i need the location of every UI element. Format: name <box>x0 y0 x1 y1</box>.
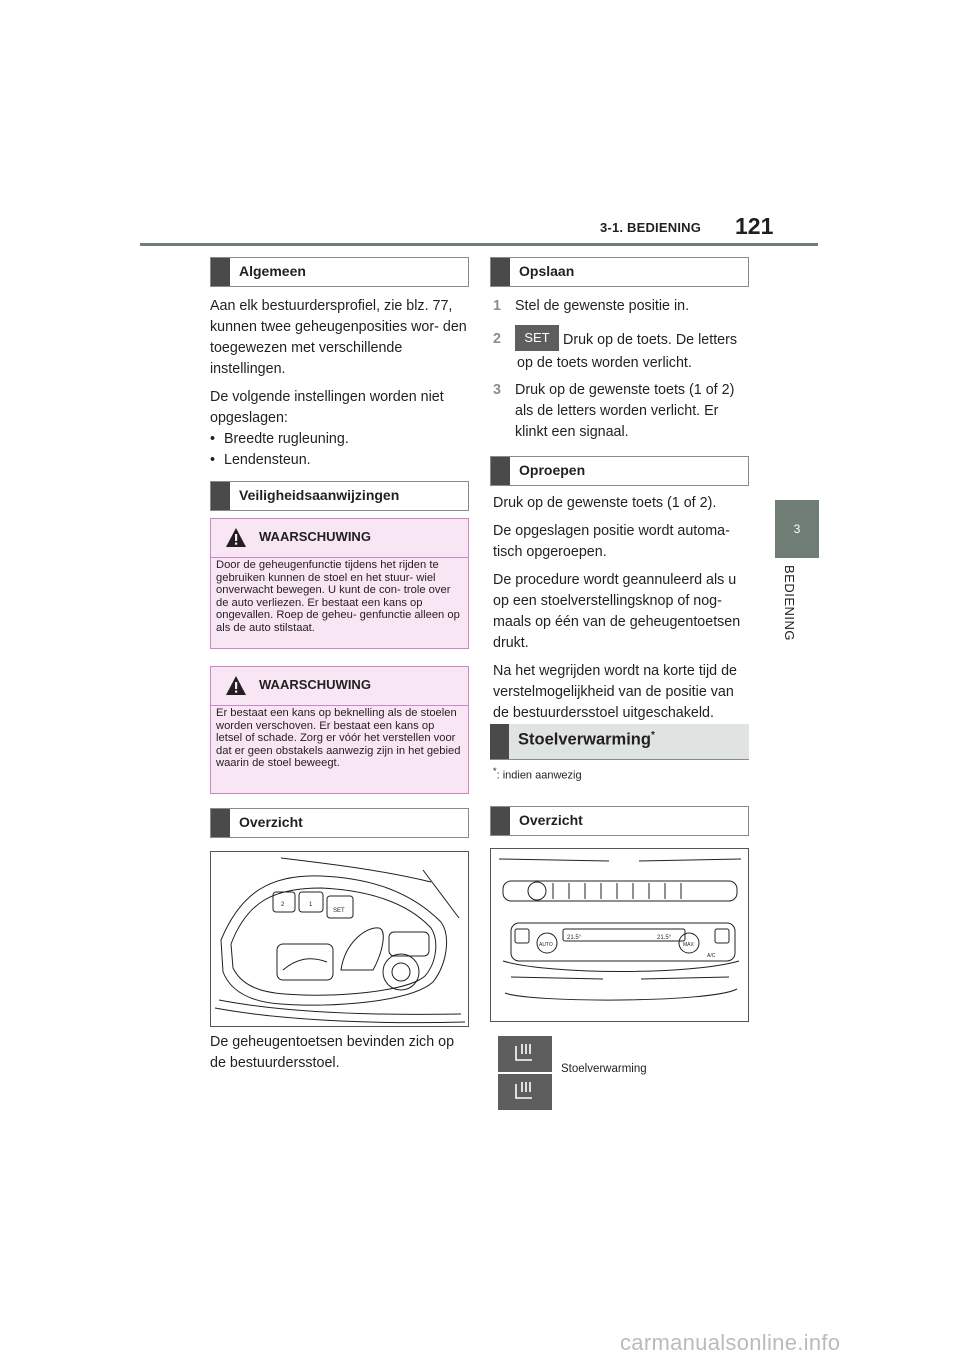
heading-opslaan <box>490 257 749 287</box>
warning-header <box>211 519 468 558</box>
warning-box-1 <box>210 518 469 649</box>
step-text: Druk op de toets. De letters op de toets worden verlicht. <box>517 332 738 371</box>
heading-stoelverwarming <box>490 724 749 760</box>
algemeen-text <box>210 296 472 471</box>
heading-text: Oproepen <box>519 462 586 478</box>
seat-heating-icon <box>498 1036 552 1110</box>
paragraph: Aan elk bestuurdersprofiel, zie blz. 77, kunnen twee geheugenposities wor- den toegewezen met verschillende instellingen. <box>210 298 467 377</box>
left-temp-readout: 21.5° <box>567 935 582 941</box>
step-text: Stel de gewenste positie in. <box>515 298 690 314</box>
heading-text: Overzicht <box>519 812 583 828</box>
warning-header <box>211 667 468 706</box>
heading-text: Overzicht <box>239 814 303 830</box>
heading-bar <box>491 807 510 835</box>
warning-title: WAARSCHUWING <box>259 529 371 544</box>
warning-icon <box>225 675 247 696</box>
set-button-label: SET <box>333 908 345 914</box>
figure-caption: De geheugentoetsen bevinden zich op de bestuurdersstoel. <box>210 1034 455 1071</box>
heading-overzicht-right <box>490 806 749 836</box>
heading-text: Opslaan <box>519 263 575 279</box>
max-button-label: MAX <box>683 942 694 948</box>
seat-controls-figure <box>210 851 469 1027</box>
heading-overzicht-left <box>210 808 469 838</box>
step-number: 2 <box>493 331 501 347</box>
footnote <box>493 766 582 782</box>
chapter-tab-label: BEDIENING <box>782 565 797 642</box>
heading-asterisk: * <box>650 730 655 741</box>
paragraph: De procedure wordt geannuleerd als u op een stoelverstellingsknop of nog- maals op één van de geheugentoetsen drukt. <box>493 572 741 651</box>
memory-button-1-label: 1 <box>309 902 313 908</box>
heading-text: Veiligheidsaanwijzingen <box>239 487 400 503</box>
step-number: 3 <box>493 382 501 398</box>
step-text: Druk op de gewenste toets (1 of 2) als de letters worden verlicht. Er klinkt een signaal. <box>515 382 735 440</box>
chapter-tab: 3 <box>775 500 819 558</box>
paragraph: Na het wegrijden wordt na korte tijd de verstelmogelijkheid van de positie van de bestuurdersstoel uitgeschakeld. <box>493 663 737 721</box>
set-key-icon: SET <box>515 325 559 351</box>
heading-bar <box>490 724 509 759</box>
watermark: carmanualsonline.info <box>620 1330 841 1355</box>
heading-text: Algemeen <box>239 263 306 279</box>
warning-text: Er bestaat een kans op beknelling als de stoelen worden verschoven. Er bestaat een kans op letsel of schade. Zorg er vóór het verstellen voor dat er geen obstakels aanwezig zijn in het gebied waarin de stoel beweegt. <box>216 707 461 770</box>
heading-oproepen <box>490 456 749 486</box>
step-number: 1 <box>493 298 501 314</box>
warning-icon <box>225 527 247 548</box>
heading-veiligheid <box>210 481 469 511</box>
ac-button-label: A/C <box>707 953 716 959</box>
heading-label: Stoelverwarming <box>518 730 651 749</box>
page-number: 121 <box>735 213 774 239</box>
warning-box-2 <box>210 666 469 794</box>
header-rule <box>140 243 818 246</box>
auto-button-label: AUTO <box>539 942 553 948</box>
heading-bar <box>211 258 230 286</box>
heading-bar <box>211 809 230 837</box>
step-3 <box>493 380 753 446</box>
seat-heating-caption: Stoelverwarming <box>561 1063 647 1075</box>
heading-bar <box>491 258 510 286</box>
warning-text: Door de geheugenfunctie tijdens het rijden te gebruiken kunnen de stoel en het stuur- wiel onverwacht bewegen. U kunt de con- trole over de auto verliezen. Er bestaat een kans op ongevallen. Roep de geheu- genfunctie alleen op als de auto stilstaat. <box>216 559 460 634</box>
paragraph: De volgende instellingen worden niet opgeslagen: <box>210 389 444 426</box>
memory-button-2-label: 2 <box>281 902 285 908</box>
heading-bar <box>211 482 230 510</box>
step-2 <box>493 325 753 375</box>
list-item: • Breedte rugleuning. <box>210 429 472 450</box>
seat-heating-icons <box>498 1036 552 1115</box>
seat-controls-illustration <box>211 852 468 1026</box>
footnote-text: : indien aanwezig <box>496 769 582 782</box>
paragraph: Druk op de gewenste toets (1 of 2). <box>493 495 717 511</box>
warning-title: WAARSCHUWING <box>259 677 371 692</box>
heading-algemeen <box>210 257 469 287</box>
heading-bar <box>491 457 510 485</box>
climate-panel-illustration <box>491 849 748 1021</box>
climate-panel-figure <box>490 848 749 1022</box>
right-temp-readout: 21.5° <box>657 935 672 941</box>
list-item: • Lendensteun. <box>210 450 472 471</box>
section-title: 3-1. BEDIENING <box>600 220 702 235</box>
paragraph: De opgeslagen positie wordt automa- tisch opgeroepen. <box>493 523 730 560</box>
oproepen-text <box>493 493 751 724</box>
heading-text <box>518 730 655 750</box>
footnote-mark: * <box>493 766 497 776</box>
step-1 <box>493 296 753 320</box>
